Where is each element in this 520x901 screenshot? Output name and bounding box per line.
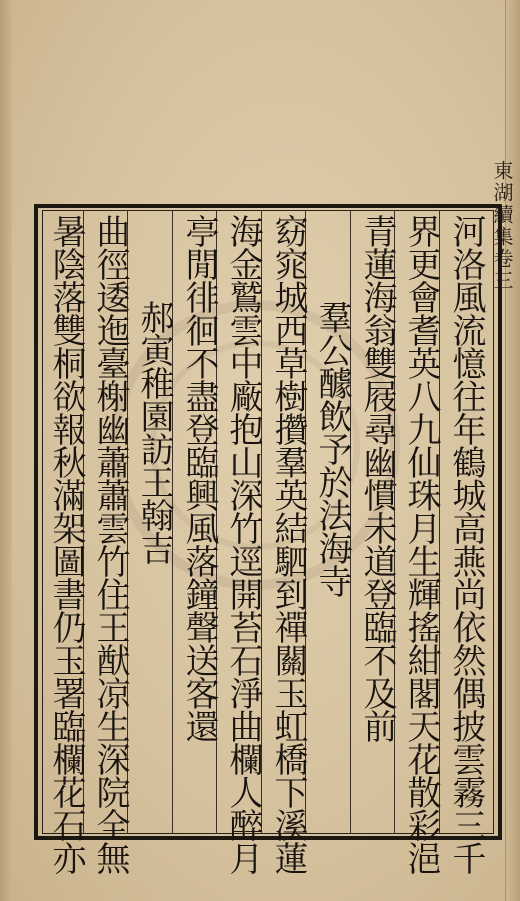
poem-title-2: 郝寅稚園訪王翰吉 <box>134 300 174 564</box>
text-column-2: 界更會耆英八九仙珠月生輝搖紺閣天花散彩浥 <box>401 214 441 874</box>
page-fore-edge <box>505 0 520 901</box>
page-binding-edge <box>0 0 12 901</box>
text-column-7: 亭閒徘徊不盡登臨興風落鐘聲送客還 <box>179 214 219 742</box>
text-column-9: 曲徑逶迤臺榭幽蕭蕭雲竹住王猷凉生深院全無 <box>90 214 130 874</box>
poem-title-1: 羣公醵飲予於法海寺 <box>312 300 352 597</box>
text-column-6: 海金鷲雲中廠抱山深竹逕開苔石淨曲欄人醉月 <box>223 214 263 874</box>
text-column-3: 青蓮海翁雙屐尋幽慣未道登臨不及前 <box>357 214 397 742</box>
text-column-5: 窈窕城西草樹攢羣英結駟到禪關玉虹橋下溪蓮 <box>268 214 308 874</box>
text-column-1: 河洛風流憶往年鶴城高燕尚依然偶披雲霧三千 <box>446 214 486 874</box>
text-column-10: 暑陰落雙桐欲報秋滿架圖書仍玉署臨欄花石亦 <box>46 214 86 874</box>
margin-title: 東湖續集卷三 <box>490 160 514 292</box>
